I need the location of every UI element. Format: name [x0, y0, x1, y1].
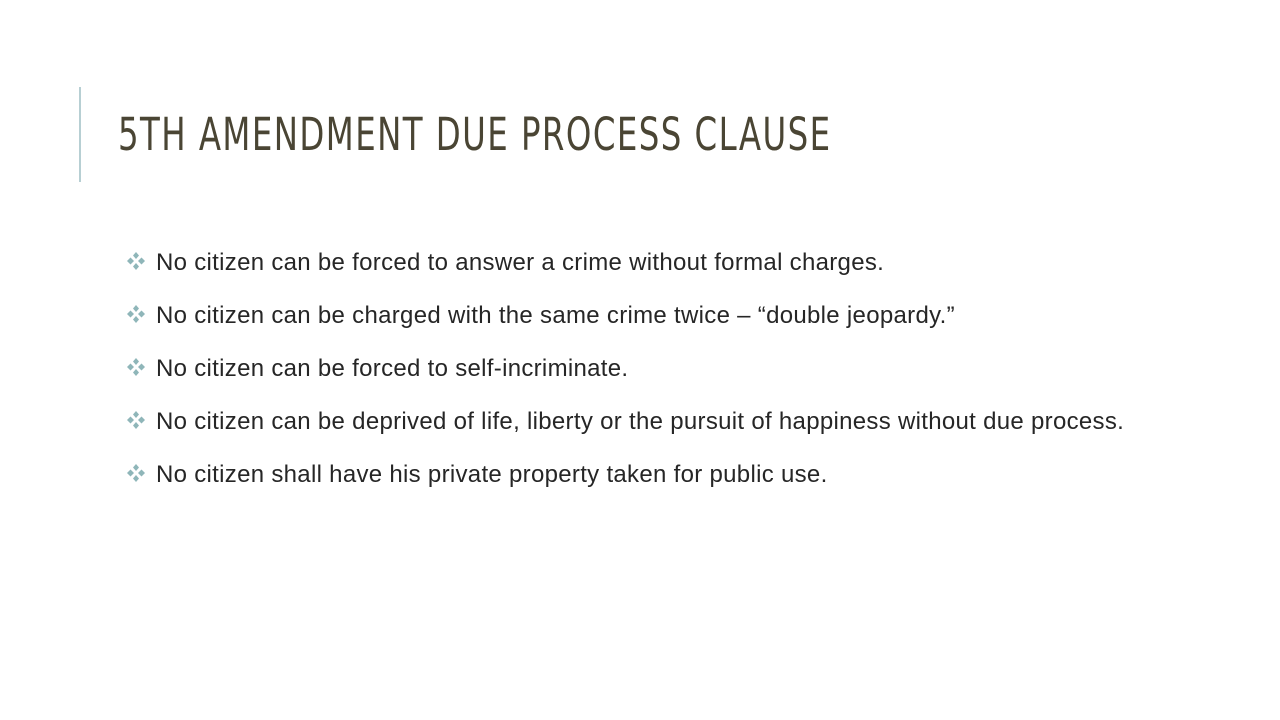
slide-title: 5TH AMENDMENT DUE PROCESS CLAUSE: [118, 108, 832, 161]
four-diamond-bullet-icon: [124, 304, 148, 324]
four-diamond-bullet-icon: [124, 463, 148, 483]
bullet-list: [116, 244, 1156, 509]
bullet-item: [116, 244, 1156, 281]
bullet-text: No citizen can be forced to answer a crime without formal charges.: [156, 249, 885, 276]
four-diamond-bullet-icon: [124, 251, 148, 271]
bullet-text: No citizen can be forced to self-incriminate.: [156, 355, 629, 382]
bullet-item: [116, 350, 1156, 387]
bullet-text: No citizen can be deprived of life, liberty or the pursuit of happiness without due process.: [156, 408, 1125, 435]
four-diamond-bullet-icon: [124, 410, 148, 430]
bullet-text: No citizen can be charged with the same crime twice – “double jeopardy.”: [156, 302, 955, 329]
bullet-text: No citizen shall have his private property taken for public use.: [156, 461, 828, 488]
four-diamond-bullet-icon: [124, 357, 148, 377]
bullet-item: [116, 456, 1156, 493]
bullet-item: [116, 403, 1156, 440]
bullet-item: [116, 297, 1156, 334]
title-accent-rule: [79, 87, 81, 182]
